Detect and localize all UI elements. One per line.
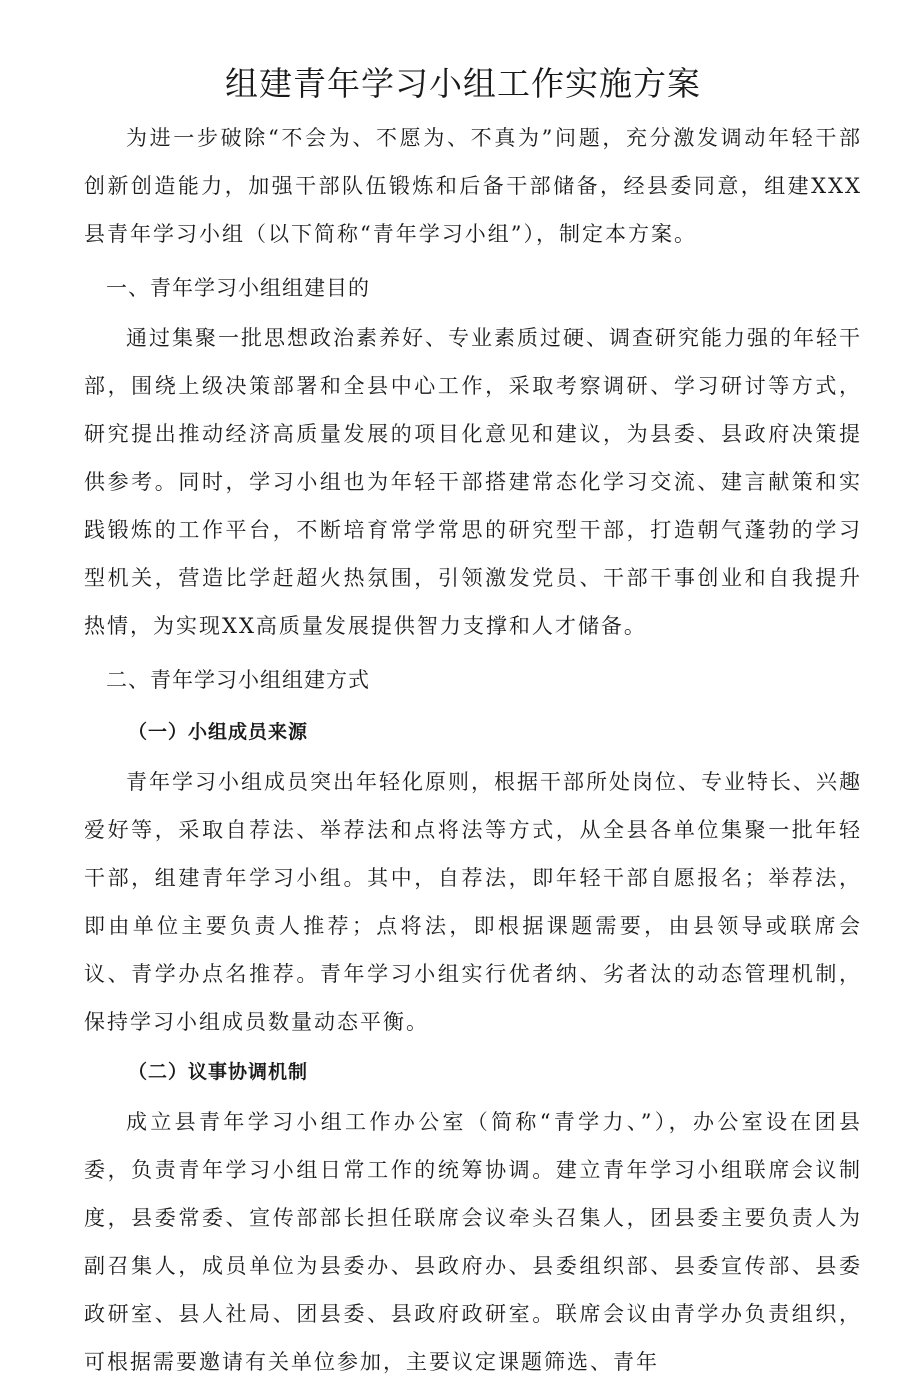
subsection-1-heading: （一）小组成员来源	[128, 721, 309, 743]
document-title: 组建青年学习小组工作实施方案	[225, 64, 701, 103]
section-1-paragraph: 通过集聚一批思想政治素养好、专业素质过硬、调查研究能力强的年轻干部，围绕上级决策部署和全县中心工作，采取考察调研、学习研讨等方式，研究提出推动经济高质量发展的项目化意见和建议，为县委、县政府决策提供参考。同时，学习小组也为年轻干部搭建常态化学习交流、建言献策和实践锻炼的工作平台，不断培育常学常思的研究型干部，打造朝气蓬勃的学习型机关，营造比学赶超火热氛围，引领激发党员、干部干事创业和自我提升热情，为实现XX高质量发展提供智力支撑和人才储备。	[84, 326, 862, 638]
subsection-2-paragraph: 成立县青年学习小组工作办公室（简称“青学力、”），办公室设在团县委，负责青年学习小组日常工作的统筹协调。建立青年学习小组联席会议制度，县委常委、宣传部部长担任联席会议牵头召集人，团县委主要负责人为副召集人，成员单位为县委办、县政府办、县委组织部、县委宣传部、县委政研室、县人社局、团县委、县政府政研室。联席会议由青学办负责组织，可根据需要邀请有关单位参加，主要议定课题筛选、青年	[84, 1110, 862, 1374]
section-2-heading: 二、青年学习小组组建方式	[106, 668, 370, 692]
intro-paragraph: 为进一步破除“不会为、不愿为、不真为”问题，充分激发调动年轻干部创新创造能力，加强干部队伍锻炼和后备干部储备，经县委同意，组建XXX县青年学习小组（以下简称“青年学习小组”），制定本方案。	[84, 126, 862, 246]
subsection-2-heading: （二）议事协调机制	[128, 1061, 309, 1083]
section-1-heading: 一、青年学习小组组建目的	[106, 276, 370, 300]
subsection-1-paragraph: 青年学习小组成员突出年轻化原则，根据干部所处岗位、专业特长、兴趣爱好等，采取自荐法、举荐法和点将法等方式，从全县各单位集聚一批年轻干部，组建青年学习小组。其中，自荐法，即年轻干部自愿报名；举荐法，即由单位主要负责人推荐；点将法，即根据课题需要，由县领导或联席会议、青学办点名推荐。青年学习小组实行优者纳、劣者汰的动态管理机制，保持学习小组成员数量动态平衡。	[84, 770, 862, 1034]
